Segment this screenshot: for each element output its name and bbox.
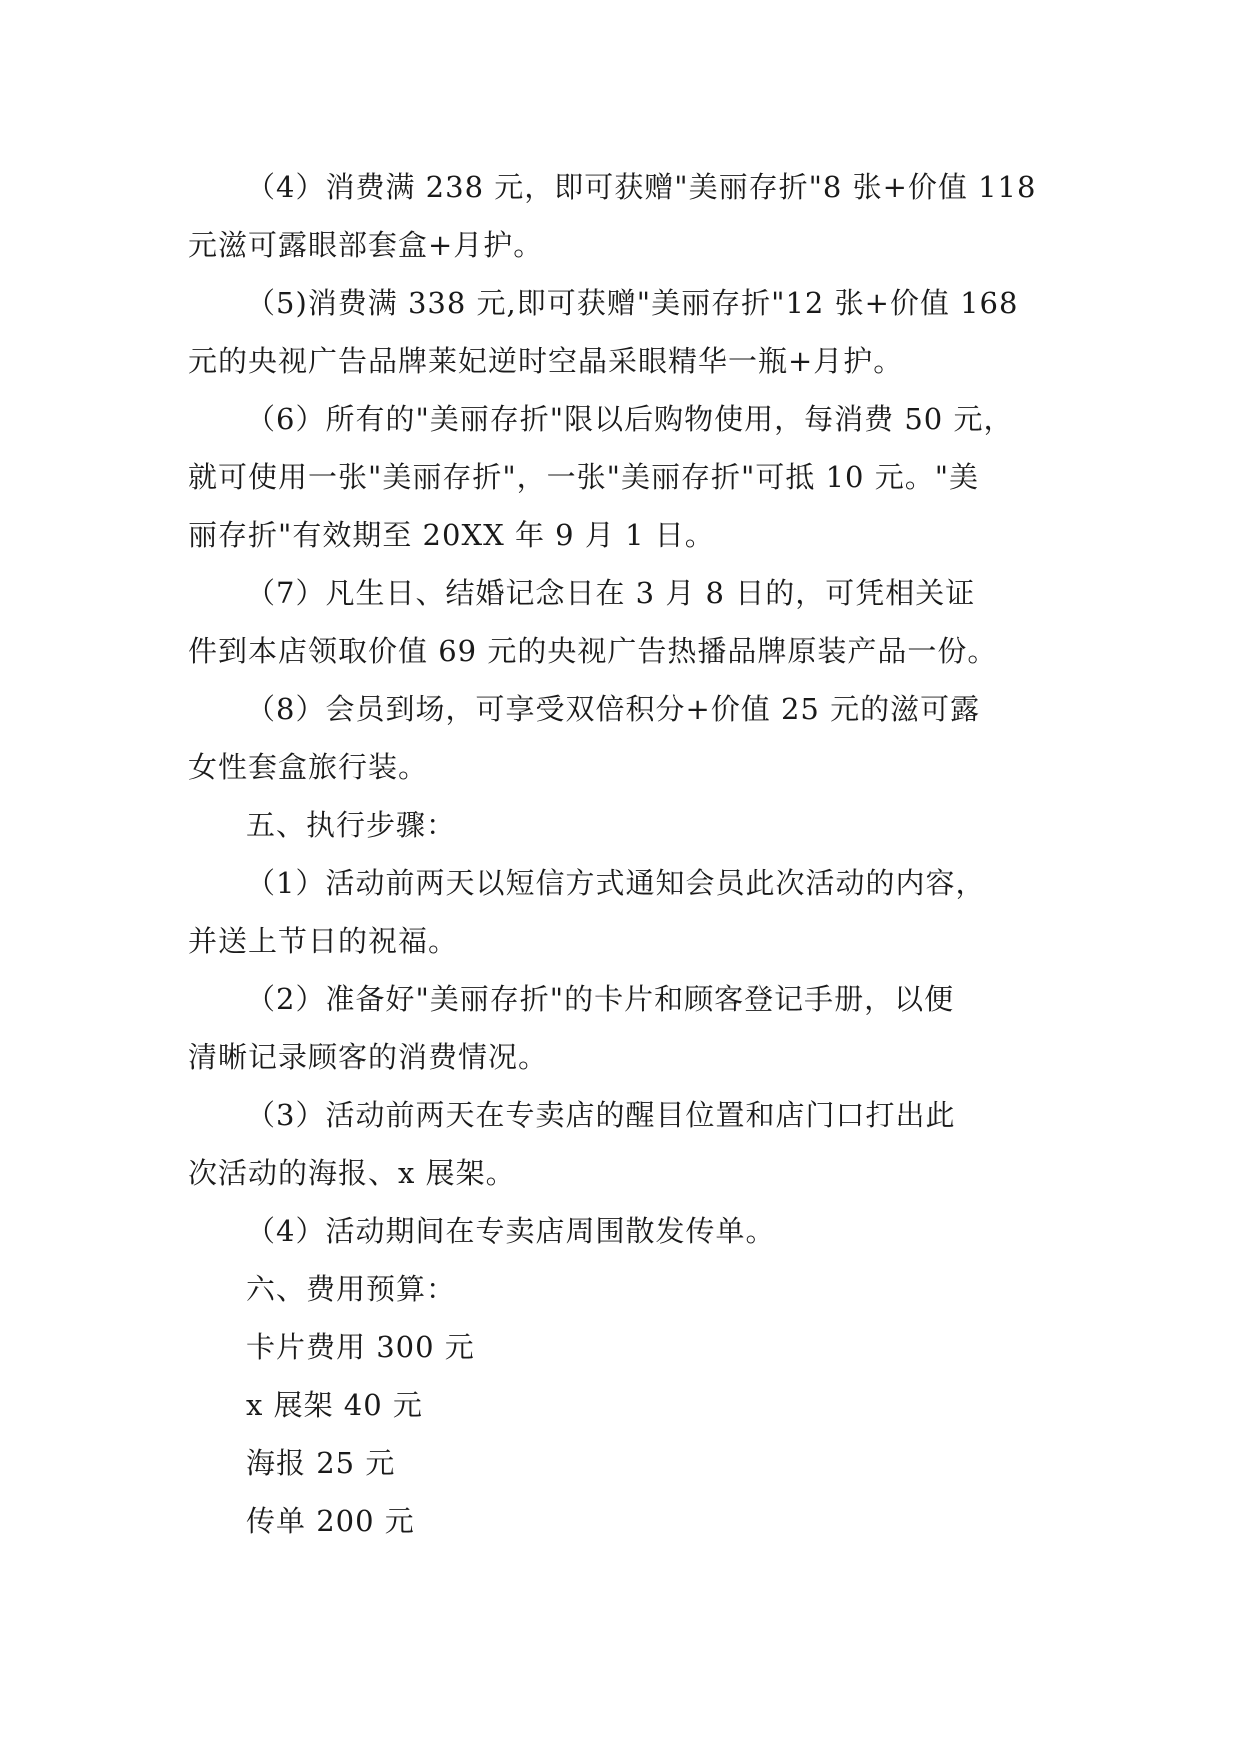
text-line: （8）会员到场，可享受双倍积分+价值 25 元的滋可露 [246, 692, 981, 726]
text-line: 女性套盒旅行装。 [188, 750, 429, 784]
text-line: （6）所有的"美丽存折"限以后购物使用，每消费 50 元， [246, 402, 1014, 436]
text-line: （1）活动前两天以短信方式通知会员此次活动的内容， [246, 866, 986, 900]
text-line: 丽存折"有效期至 20XX 年 9 月 1 日。 [188, 518, 715, 552]
text-line: （4）消费满 238 元，即可获赠"美丽存折"8 张+价值 118 [246, 170, 1037, 204]
text-line: 次活动的海报、x 展架。 [188, 1156, 516, 1190]
text-line: 元滋可露眼部套盒+月护。 [188, 228, 544, 262]
text-line: 就可使用一张"美丽存折"，一张"美丽存折"可抵 10 元。"美 [188, 460, 980, 494]
paragraph-item-6 [188, 390, 1058, 564]
text-line: （5)消费满 338 元,即可获赠"美丽存折"12 张+价值 168 [246, 286, 1019, 320]
cost-item: 海报 25 元 [246, 1446, 396, 1480]
text-line: 元的央视广告品牌莱妃逆时空晶采眼精华一瓶+月护。 [188, 344, 904, 378]
section-heading-execution-steps: 五、执行步骤： [246, 808, 457, 842]
document-page [188, 158, 1058, 1550]
cost-item: 传单 200 元 [246, 1504, 415, 1538]
paragraph-step-3 [188, 1086, 1058, 1202]
cost-item: 卡片费用 300 元 [246, 1330, 475, 1364]
text-line: （4）活动期间在专卖店周围散发传单。 [246, 1214, 776, 1248]
paragraph-item-8 [188, 680, 1058, 796]
paragraph-step-1 [188, 854, 1058, 970]
paragraph-step-4 [188, 1202, 1058, 1260]
cost-item: x 展架 40 元 [246, 1388, 423, 1422]
text-line: 件到本店领取价值 69 元的央视广告热播品牌原装产品一份。 [188, 634, 998, 668]
text-line: （2）准备好"美丽存折"的卡片和顾客登记手册，以便 [246, 982, 955, 1016]
paragraph-item-7 [188, 564, 1058, 680]
paragraph-step-2 [188, 970, 1058, 1086]
text-line: 并送上节日的祝福。 [188, 924, 459, 958]
section-heading-budget: 六、费用预算： [246, 1272, 457, 1306]
paragraph-item-4 [188, 158, 1058, 274]
text-line: （3）活动前两天在专卖店的醒目位置和店门口打出此 [246, 1098, 956, 1132]
text-line: （7）凡生日、结婚记念日在 3 月 8 日的，可凭相关证 [246, 576, 976, 610]
paragraph-item-5 [188, 274, 1058, 390]
text-line: 清晰记录顾客的消费情况。 [188, 1040, 549, 1074]
